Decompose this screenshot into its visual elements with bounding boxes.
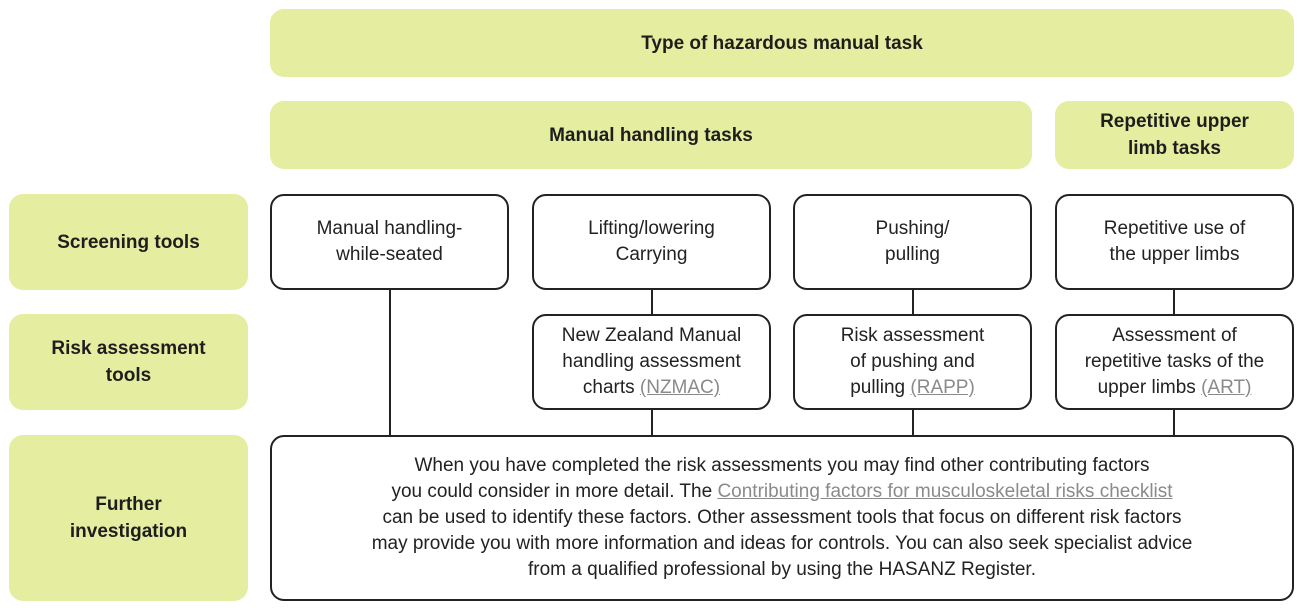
screening-repetitive-line2: the upper limbs: [1109, 244, 1240, 265]
screening-repetitive-line1: Repetitive use of: [1103, 218, 1246, 239]
header-manual-handling-label: Manual handling tasks: [549, 124, 753, 146]
connector-seated-to-further: [389, 290, 391, 438]
header-type-of-task: [270, 9, 1294, 77]
screening-seated-line2: while-seated: [336, 244, 443, 265]
header-manual-handling: [270, 101, 1032, 169]
row-label-further-line2: investigation: [69, 521, 188, 542]
assessment-box-nzmac: [532, 314, 771, 410]
screening-box-pushing: [793, 194, 1032, 290]
connector-rapp-to-further: [912, 410, 914, 438]
rapp-link[interactable]: (RAPP): [910, 377, 975, 398]
row-label-risk-assessment-tools: [9, 314, 248, 410]
assessment-nzmac-line3: [583, 375, 720, 401]
connector-repetitive-to-art: [1173, 290, 1175, 316]
further-line5: from a qualified professional by using the HASANZ Register.: [528, 559, 1036, 580]
contributing-factors-checklist-link[interactable]: Contributing factors for musculoskeletal risks checklist: [717, 481, 1173, 502]
screening-box-repetitive: [1055, 194, 1294, 290]
further-line4: may provide you with more information and ideas for controls. You can also seek specialist advice: [371, 533, 1193, 554]
assessment-rapp-line3-text: pulling: [850, 377, 911, 398]
assessment-nzmac-line2: handling assessment: [562, 351, 741, 372]
assessment-nzmac-line3-text: charts: [582, 377, 640, 398]
connector-pushing-to-rapp: [912, 290, 914, 316]
connector-art-to-further: [1173, 410, 1175, 438]
row-label-further-line1: Further: [95, 494, 162, 515]
screening-box-seated: [270, 194, 509, 290]
art-link[interactable]: (ART): [1201, 377, 1252, 398]
further-line3: can be used to identify these factors. Other assessment tools that focus on different risk factors: [382, 507, 1182, 528]
header-repetitive-upper-limb: [1055, 101, 1294, 169]
assessment-art-line3: [1098, 375, 1252, 401]
assessment-art-line3-text: upper limbs: [1097, 377, 1202, 398]
assessment-art-line2: repetitive tasks of the: [1084, 351, 1265, 372]
row-label-screening-tools-text: Screening tools: [57, 231, 200, 253]
assessment-art-line1: Assessment of: [1112, 325, 1237, 346]
row-label-further-investigation: [9, 435, 248, 601]
screening-lifting-line2: Carrying: [615, 244, 688, 265]
row-label-screening-tools: [9, 194, 248, 290]
connector-nzmac-to-further: [651, 410, 653, 438]
screening-seated-line1: Manual handling-: [316, 218, 463, 239]
assessment-rapp-line2: of pushing and: [850, 351, 975, 372]
header-repetitive-line1: Repetitive upper: [1100, 111, 1249, 132]
assessment-box-rapp: [793, 314, 1032, 410]
header-repetitive-line2: limb tasks: [1128, 138, 1221, 159]
screening-box-lifting: [532, 194, 771, 290]
screening-pushing-line1: Pushing/: [875, 218, 950, 239]
assessment-rapp-line3: [850, 375, 975, 401]
screening-lifting-line1: Lifting/lowering: [588, 218, 715, 239]
assessment-rapp-line1: Risk assessment: [840, 325, 985, 346]
nzmac-link[interactable]: (NZMAC): [639, 377, 721, 398]
further-line1: When you have completed the risk assessments you may find other contributing factors: [414, 455, 1150, 476]
row-label-risk-assessment-line2: tools: [105, 365, 152, 386]
assessment-nzmac-line1: New Zealand Manual: [561, 325, 742, 346]
further-line2-text: you could consider in more detail. The: [391, 481, 718, 502]
connector-lifting-to-nzmac: [651, 290, 653, 316]
row-label-risk-assessment-line1: Risk assessment: [51, 338, 206, 359]
header-type-of-task-label: Type of hazardous manual task: [641, 32, 923, 54]
assessment-box-art: [1055, 314, 1294, 410]
further-investigation-box: [270, 435, 1294, 601]
further-line2: [391, 479, 1172, 505]
screening-pushing-line2: pulling: [885, 244, 940, 265]
